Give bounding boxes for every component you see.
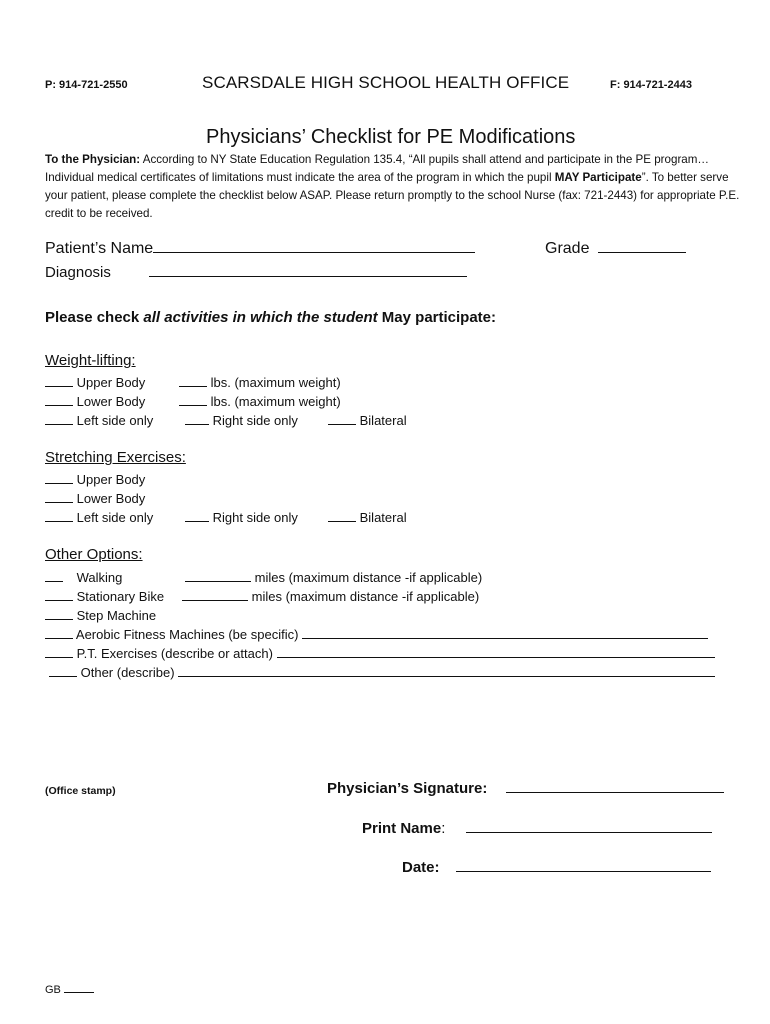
walking-miles-field[interactable] — [185, 569, 251, 582]
walking-row — [45, 569, 122, 585]
diagnosis-field[interactable] — [149, 264, 467, 277]
stretching-right-check[interactable] — [185, 509, 209, 522]
weightlifting-lower-label: Lower Body — [76, 394, 146, 409]
weightlifting-upper-lbs-field[interactable] — [179, 374, 207, 387]
pt-field[interactable] — [277, 645, 715, 658]
weightlifting-left-label: Left side only — [76, 413, 154, 428]
aerobic-row — [45, 626, 708, 642]
walking-miles-label: miles (maximum distance -if applicable) — [254, 570, 483, 585]
signature-label: Physician’s Signature: — [327, 780, 488, 797]
patient-name-field[interactable] — [153, 240, 475, 253]
walking-miles-row — [185, 569, 482, 585]
bike-miles-label: miles (maximum distance -if applicable) — [251, 589, 480, 604]
stretching-heading: Stretching Exercises: — [45, 449, 186, 466]
pt-label: P.T. Exercises (describe or attach) — [76, 646, 273, 661]
stretching-bilateral-row — [328, 509, 407, 525]
signature-row — [327, 780, 724, 797]
checklist-instruction — [45, 309, 496, 326]
gb-field[interactable] — [64, 980, 94, 993]
stretching-left-row — [45, 509, 153, 525]
bike-check[interactable] — [45, 588, 73, 601]
aerobic-label: Aerobic Fitness Machines (be specific) — [75, 627, 299, 642]
weightlifting-heading: Weight-lifting: — [45, 352, 136, 369]
weightlifting-right-row — [185, 412, 298, 428]
patient-name-label: Patient’s Name — [45, 240, 154, 257]
diagnosis-label: Diagnosis — [45, 264, 111, 281]
other-field[interactable] — [178, 664, 715, 677]
stretching-upper-row — [45, 471, 145, 487]
instruction-part-2: all activities in which the student — [143, 309, 378, 326]
phone-number: P: 914-721-2550 — [45, 79, 128, 91]
weightlifting-lower-check[interactable] — [45, 393, 73, 406]
print-name-row — [362, 820, 712, 837]
weightlifting-right-label: Right side only — [212, 413, 298, 428]
bike-label: Stationary Bike — [76, 589, 165, 604]
stretching-left-check[interactable] — [45, 509, 73, 522]
stretching-lower-label: Lower Body — [76, 491, 146, 506]
fax-number: F: 914-721-2443 — [610, 79, 692, 91]
walking-label: Walking — [76, 570, 123, 585]
weightlifting-lower-row — [45, 393, 145, 409]
stretching-bilateral-label: Bilateral — [359, 510, 407, 525]
stretching-bilateral-check[interactable] — [328, 509, 356, 522]
office-title: SCARSDALE HIGH SCHOOL HEALTH OFFICE — [202, 73, 570, 92]
page-title: Physicians’ Checklist for PE Modifications — [206, 126, 576, 148]
step-label: Step Machine — [76, 608, 157, 623]
weightlifting-lower-lbs-field[interactable] — [179, 393, 207, 406]
aerobic-field[interactable] — [302, 626, 708, 639]
gb-row — [45, 980, 94, 996]
intro-text-1: According to NY State Education Regulation 135.4, “All pupils shall attend and participate in the PE program…Individual medical certificates of limitations must indicate the area of the program in which the pupil — [45, 153, 710, 184]
weightlifting-lower-lbs-row — [179, 393, 341, 409]
weightlifting-upper-lbs-row — [179, 374, 341, 390]
intro-text-2: ”. To better serve your patient, please complete the checklist below ASAP. Please return promptly to the school Nurse (fax: 721-2443) for appropriate P.E. credit to be received. — [45, 171, 740, 220]
other-label: Other (describe) — [80, 665, 175, 680]
weightlifting-bilateral-check[interactable] — [328, 412, 356, 425]
pt-check[interactable] — [45, 645, 73, 658]
signature-field[interactable] — [506, 780, 724, 793]
stretching-left-label: Left side only — [76, 510, 154, 525]
gb-label: GB — [45, 984, 61, 996]
date-label: Date: — [402, 859, 440, 876]
other-check[interactable] — [49, 664, 77, 677]
grade-label: Grade — [545, 240, 590, 257]
weightlifting-bilateral-label: Bilateral — [359, 413, 407, 428]
weightlifting-bilateral-row — [328, 412, 407, 428]
step-check[interactable] — [45, 607, 73, 620]
diagnosis-row — [45, 264, 467, 281]
step-row — [45, 607, 156, 623]
bike-miles-row — [182, 588, 479, 604]
instruction-part-1: Please check — [45, 309, 144, 326]
grade-row — [545, 240, 686, 258]
weightlifting-upper-lbs-label: lbs. (maximum weight) — [210, 375, 341, 390]
date-row — [402, 859, 711, 876]
instruction-part-3: May participate: — [377, 309, 497, 326]
print-name-label: Print Name — [362, 820, 442, 837]
patient-name-row — [45, 240, 475, 258]
other-row — [49, 664, 715, 680]
intro-lead: To the Physician: — [45, 153, 141, 166]
aerobic-check[interactable] — [45, 626, 73, 639]
stretching-upper-check[interactable] — [45, 471, 73, 484]
weightlifting-upper-check[interactable] — [45, 374, 73, 387]
intro-may-participate: MAY Participate — [554, 171, 642, 184]
stretching-upper-label: Upper Body — [76, 472, 146, 487]
weightlifting-lower-lbs-label: lbs. (maximum weight) — [210, 394, 341, 409]
weightlifting-left-check[interactable] — [45, 412, 73, 425]
print-name-colon: : — [441, 820, 446, 837]
office-stamp-label: (Office stamp) — [45, 785, 116, 797]
bike-miles-field[interactable] — [182, 588, 248, 601]
print-name-field[interactable] — [466, 820, 712, 833]
walking-check[interactable] — [45, 569, 63, 582]
weightlifting-upper-label: Upper Body — [76, 375, 146, 390]
stretching-lower-row — [45, 490, 145, 506]
intro-paragraph — [45, 151, 745, 223]
grade-field[interactable] — [598, 240, 686, 253]
other-options-heading: Other Options: — [45, 546, 143, 563]
weightlifting-right-check[interactable] — [185, 412, 209, 425]
pt-row — [45, 645, 715, 661]
bike-row — [45, 588, 164, 604]
date-field[interactable] — [456, 859, 711, 872]
weightlifting-upper-row — [45, 374, 145, 390]
stretching-right-label: Right side only — [212, 510, 298, 525]
weightlifting-left-row — [45, 412, 153, 428]
stretching-right-row — [185, 509, 298, 525]
stretching-lower-check[interactable] — [45, 490, 73, 503]
